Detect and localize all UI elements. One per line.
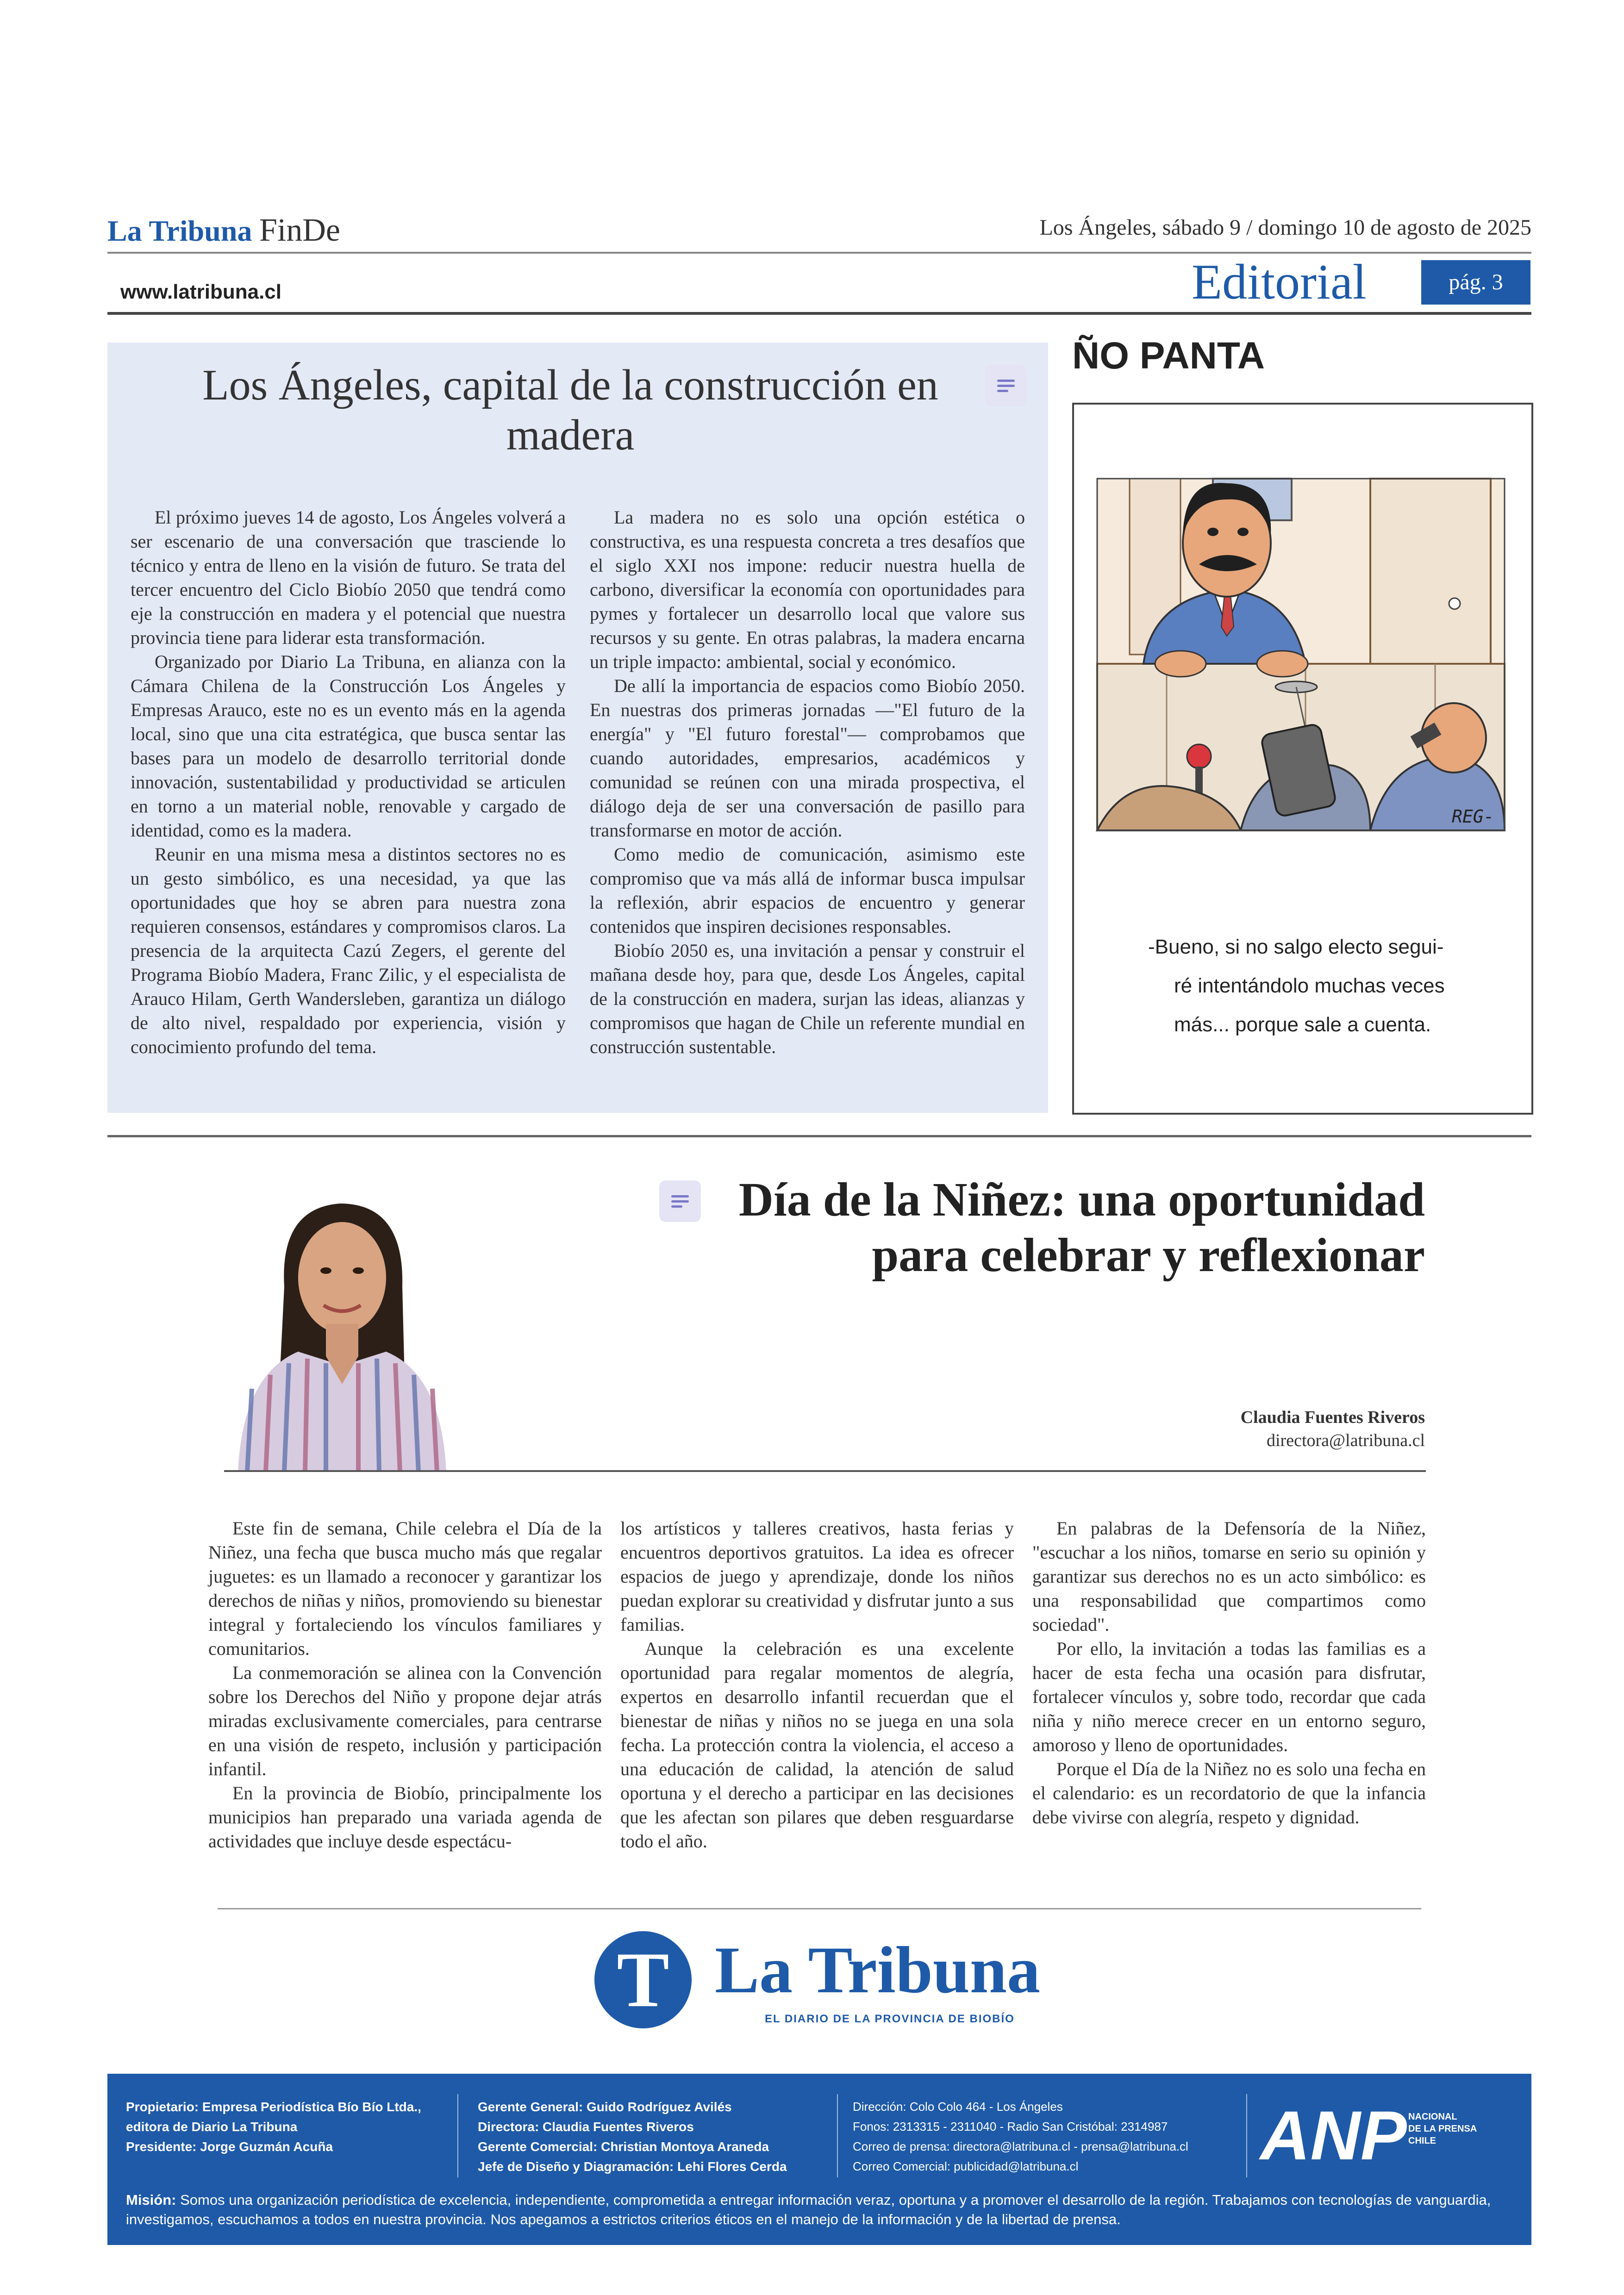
footer-line: Propietario: Empresa Periodística Bío Bío Ltda., — [126, 2100, 421, 2114]
caption-line: más... porque sale a cuenta. — [1174, 1013, 1431, 1036]
logo-name: La Tribuna — [715, 1933, 1040, 2007]
column-title — [739, 1172, 1425, 1283]
paragraph: Como medio de comunicación, asimismo este compromiso que va más allá de informar busca impulsar la reflexión, abrir espacios de encuentro y generar contenidos que inspiren decisiones responsables. — [590, 844, 1025, 937]
paragraph: La madera no es solo una opción estética o constructiva, es una respuesta concreta a tres desafíos que el siglo XXI nos impone: reducir nuestra huella de carbono, diversificar la economía con oportunidades para pymes y fortalecer un desarrollo local que valore sus recursos y su gente. En otras palabras, la madera encarna un triple impacto: ambiental, social y económico. — [590, 507, 1025, 672]
paragraph: Reunir en una misma mesa a distintos sectores no es un gesto simbólico, es una necesidad, ya que las oportunidades que hoy se abren para nuestra zona requieren consensos, estándares y compromisos claros. La presencia de la arquitecta Cazú Zegers, el gerente del Programa Biobío Madera, Franc Zilic, y el especialista de Arauco Hilam, Gerth Wandersleben, garantiza un diálogo de alto nivel, respaldado por experiencia, visión y conocimiento profundo del tema. — [131, 844, 566, 1057]
anp-label-line: CHILE — [1408, 2136, 1436, 2146]
footer-line: Jefe de Diseño y Diagramación: Lehi Flores Cerda — [478, 2159, 787, 2174]
website-link[interactable]: www.latribuna.cl — [120, 281, 281, 303]
anp-label-line: DE LA PRENSA — [1408, 2124, 1477, 2134]
editorial-box — [107, 343, 1048, 1113]
date-line: Los Ángeles, sábado 9 / domingo 10 de agosto de 2025 — [1039, 215, 1531, 240]
editorial-body — [131, 505, 1025, 1103]
editorial-column-2 — [590, 505, 1025, 1103]
summary-icon[interactable] — [659, 1180, 701, 1222]
footer-line: Gerente Comercial: Christian Montoya Araneda — [478, 2139, 769, 2154]
footer-line: Gerente General: Guido Rodríguez Avilés — [478, 2100, 732, 2114]
caption-line: ré intentándolo muchas veces — [1174, 974, 1445, 997]
cartoon-illustration — [1074, 405, 1531, 877]
section-rule — [107, 312, 1531, 315]
logo-tagline: EL DIARIO DE LA PROVINCIA DE BIOBÍO — [765, 2013, 1015, 2025]
paragraph: El próximo jueves 14 de agosto, Los Ángeles volverá a ser escenario de una conversación que trasciende lo técnico y entra de lleno en la visión de futuro. Se trata del tercer encuentro del Ciclo Biobío 2050 que tendrá como eje la construcción en madera y el potencial que nuestra provincia tiene para liderar esta transformación. — [131, 507, 566, 648]
paragraph: los artísticos y talleres creativos, hasta ferias y encuentros deportivos gratuitos. La idea es ofrecer espacios de juego y aprendizaje, donde los niños puedan explorar su creatividad y disfrutar junto a sus familias. — [620, 1518, 1014, 1635]
footer-line: Fonos: 2313315 - 2311040 - Radio San Cristóbal: 2314987 — [853, 2120, 1168, 2133]
footer-line: Correo de prensa: directora@latribuna.cl - prensa@latribuna.cl — [853, 2139, 1188, 2153]
column-title-line: Día de la Niñez: una oportunidad — [738, 1173, 1425, 1226]
logo-seal: T — [594, 1931, 692, 2028]
cartoon-frame — [1072, 403, 1533, 1115]
footer-contact-info — [853, 2097, 1260, 2177]
footer-line: Dirección: Colo Colo 464 - Los Ángeles — [853, 2100, 1063, 2114]
column-rule — [224, 1470, 1426, 1472]
anp-label — [1408, 2111, 1477, 2147]
footer-divider — [837, 2094, 838, 2177]
author-email[interactable]: directora@latribuna.cl — [1267, 1431, 1425, 1450]
footer-mission — [126, 2190, 1513, 2229]
paragraph: Organizado por Diario La Tribuna, en alianza con la Cámara Chilena de la Construcción Los Ángeles y Empresas Arauco, este no es un evento más en la agenda local, sino que una cita estratégica, que busca sentar las bases para un modelo de desarrollo territorial donde innovación, sustentabilidad y productividad se articulen en torno a un material noble, renovable y cargado de identidad, como es la madera. — [131, 651, 566, 841]
column-title-line: para celebrar y reflexionar — [872, 1229, 1425, 1282]
author-photo — [224, 1180, 460, 1472]
caption-line: -Bueno, si no salgo electo segui- — [1148, 935, 1444, 958]
section-title: Editorial — [1192, 255, 1367, 310]
paragraph: En la provincia de Biobío, principalmente los municipios han preparado una variada agenda de actividades que incluye desde espectácu- — [208, 1783, 602, 1852]
masthead-section: FinDe — [259, 212, 340, 248]
editorial-title: Los Ángeles, capital de la construcción en madera — [202, 361, 938, 459]
footer-line: Presidente: Jorge Guzmán Acuña — [126, 2139, 333, 2154]
column-column-3 — [1032, 1516, 1426, 1868]
editorial-column-1 — [131, 505, 566, 1103]
footer-divider — [457, 2094, 458, 2177]
paragraph: Este fin de semana, Chile celebra el Día de la Niñez, una fecha que busca mucho más que regalar juguetes: es un llamado a reconocer y garantizar los derechos de niñas y niños, promoviendo su bienestar integral y fortaleciendo los vínculos familiares y comunitarios. — [208, 1518, 602, 1659]
footer-box — [107, 2074, 1531, 2245]
column-column-1 — [208, 1516, 602, 1868]
masthead-brand: La Tribuna — [107, 214, 252, 247]
paragraph: De allí la importancia de espacios como Biobío 2050. En nuestras dos primeras jornadas —"El futuro de la energía" y "El futuro forestal"— comprobamos que cuando autoridades, empresarios, académicos y comunidad se reúnen con una mirada prospectiva, el diálogo deja de ser una conversación de pasillo para transformarse en motor de acción. — [590, 675, 1025, 841]
anp-label-line: NACIONAL — [1408, 2112, 1457, 2122]
cartoon-signature: REG- — [1452, 806, 1494, 827]
logo-rule — [218, 1908, 1421, 1909]
cartoon-caption — [1093, 928, 1513, 1044]
column-body — [208, 1516, 1426, 1868]
mission-text: Somos una organización periodística de excelencia, independiente, comprometida a entregar información veraz, oportuna y a promover el desarrollo de la región. Trabajamos con tecnologías de vanguardia, investigamos, escuchamos a todos en nuestra provincia. Nos apegamos a estrictos criterios éticos en el manejo de la información y de la libertad de prensa. — [126, 2192, 1491, 2227]
footer-line: editora de Diario La Tribuna — [126, 2120, 298, 2134]
la-tribuna-logo — [594, 1931, 1048, 2033]
section-divider — [107, 1135, 1531, 1137]
page-badge: pág. 3 — [1421, 260, 1530, 305]
column-column-2 — [620, 1516, 1014, 1868]
summary-icon[interactable] — [985, 365, 1027, 406]
footer-staff-info — [478, 2097, 839, 2177]
paragraph: Por ello, la invitación a todas las familias es a hacer de esta fecha una ocasión para disfrutar, fortalecer vínculos y, sobre todo, recordar que cada niña y niño merece crecer en un entorno seguro, amoroso y lleno de oportunidades. — [1032, 1638, 1426, 1755]
paragraph: La conmemoración se alinea con la Convención sobre los Derechos del Niño y propone dejar atrás miradas exclusivamente comerciales, para centrarse en una visión de respeto, inclusión y participación infantil. — [208, 1662, 602, 1779]
footer-divider — [1246, 2094, 1247, 2177]
footer-line: Directora: Claudia Fuentes Riveros — [478, 2120, 694, 2134]
footer-line: Correo Comercial: publicidad@latribuna.cl — [853, 2159, 1079, 2173]
cartoon-title: ÑO PANTA — [1072, 335, 1265, 377]
footer-publisher-info — [126, 2097, 441, 2157]
paragraph: Porque el Día de la Niñez no es solo una fecha en el calendario: es un recordatorio de que la infancia debe vivirse con alegría, respeto y dignidad. — [1032, 1759, 1426, 1827]
paragraph: Aunque la celebración es una excelente oportunidad para regalar momentos de alegría, expertos en desarrollo infantil recuerdan que el bienestar de niñas y niños no se juega en una sola fecha. La protección contra la violencia, el acceso a una educación de calidad, la atención de salud oportuna y el derecho a participar en las decisiones que les afectan son pilares que deben resguardarse todo el año. — [620, 1638, 1014, 1852]
paragraph: En palabras de la Defensoría de la Niñez, "escuchar a los niños, tomarse en serio su opinión y garantizar sus derechos no es un acto simbólico: es una responsabilidad que compartimos como sociedad". — [1032, 1518, 1426, 1635]
mission-label: Misión: — [126, 2192, 176, 2208]
anp-logo: ANP — [1260, 2096, 1407, 2174]
paragraph: Biobío 2050 es, una invitación a pensar y construir el mañana desde hoy, para que, desde Los Ángeles, capital de la construcción en madera, surjan las ideas, alianzas y compromisos que hagan de Chile un referente mundial en construcción sustentable. — [590, 940, 1025, 1057]
author-name: Claudia Fuentes Riveros — [1240, 1408, 1425, 1427]
